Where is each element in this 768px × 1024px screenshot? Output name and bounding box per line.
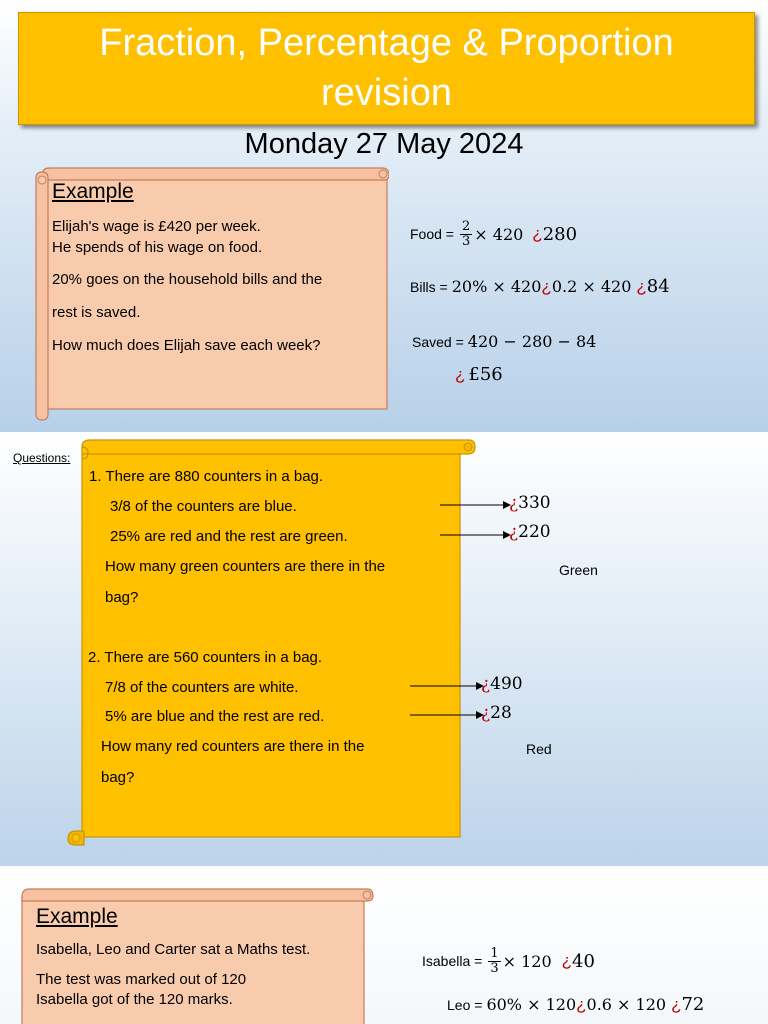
q2-line: bag? <box>101 769 135 786</box>
example-line: How much does Elijah save each week? <box>52 337 321 355</box>
saved-working: Saved = 420 − 280 − 84 <box>412 332 597 351</box>
answer-arrows <box>0 433 768 867</box>
saved-result: £56 <box>468 364 503 385</box>
inverted-question-mark: ¿ <box>509 522 519 542</box>
isabella-working: Isabella = $\frac{1}{3}$ × 120 ¿ 40 <box>422 946 595 976</box>
saved-result-line <box>455 364 503 385</box>
q1-answer-red: ¿220 <box>509 522 551 542</box>
leo-working: Leo = 60% × 120 ¿ 0.6 × 120 ¿ 72 <box>447 994 705 1015</box>
q1-line: bag? <box>105 589 139 606</box>
inverted-question-mark: ¿ <box>532 224 543 244</box>
bills-result: 84 <box>646 276 670 297</box>
example-scroll-2 <box>17 887 374 1024</box>
inverted-question-mark: ¿ <box>481 703 491 723</box>
questions-label: Questions: <box>13 451 71 465</box>
q2-line: 5% are blue and the rest are red. <box>105 708 325 725</box>
example-line: He spends of his wage on food. <box>52 238 263 256</box>
slide-title: Fraction, Percentage & Proportion revision <box>18 12 755 125</box>
example-line: Elijah's wage is £420 per week. <box>52 218 261 236</box>
inverted-question-mark: ¿ <box>481 674 491 694</box>
q1-line: 1. There are 880 counters in a bag. <box>89 468 324 485</box>
q1-answer-blue: ¿330 <box>509 493 551 513</box>
inverted-question-mark: ¿ <box>671 994 682 1014</box>
example-heading: Example <box>36 905 118 928</box>
inverted-question-mark: ¿ <box>509 493 519 513</box>
example-line: rest is saved. <box>52 304 141 322</box>
q2-line: 2. There are 560 counters in a bag. <box>88 649 323 666</box>
example-line: The test was marked out of 120 <box>36 970 247 988</box>
q2-answer-white: ¿490 <box>481 674 523 694</box>
fraction: $\frac{2}{3}$ <box>461 219 471 249</box>
q2-line: How many red counters are there in the <box>101 738 365 755</box>
example-line: Isabella, Leo and Carter sat a Maths test. <box>36 941 311 959</box>
q2-answer-blue: ¿28 <box>481 703 512 723</box>
inverted-question-mark: ¿ <box>636 276 647 296</box>
example-heading: Example <box>52 180 134 203</box>
slide-3 <box>0 867 768 1024</box>
inverted-question-mark: ¿ <box>576 994 587 1014</box>
q1-line: 25% are red and the rest are green. <box>110 528 348 545</box>
isabella-result: 40 <box>572 950 595 972</box>
slide-1 <box>0 0 768 433</box>
inverted-question-mark: ¿ <box>561 951 573 971</box>
bills-working: Bills = 20% × 420 ¿ 0.2 × 420 ¿ 84 <box>410 276 670 297</box>
fraction: $\frac{1}{3}$ <box>490 946 499 976</box>
q2-color-label: Red <box>526 741 552 757</box>
q1-line: How many green counters are there in the <box>105 558 386 575</box>
q1-color-label: Green <box>559 562 598 578</box>
slide-date: Monday 27 May 2024 <box>244 128 524 160</box>
example-line: Isabella got of the 120 marks. <box>36 990 233 1008</box>
slide-2 <box>0 433 768 867</box>
q2-line: 7/8 of the counters are white. <box>105 679 299 696</box>
inverted-question-mark: ¿ <box>455 364 466 384</box>
q1-line: 3/8 of the counters are blue. <box>110 498 297 515</box>
inverted-question-mark: ¿ <box>541 276 552 296</box>
example-scroll <box>34 166 389 421</box>
food-result: 280 <box>542 223 578 245</box>
leo-result: 72 <box>681 994 705 1015</box>
example-line: 20% goes on the household bills and the <box>52 270 323 288</box>
food-working: Food = $\frac{2}{3}$ × 420 ¿ 280 <box>410 219 578 249</box>
